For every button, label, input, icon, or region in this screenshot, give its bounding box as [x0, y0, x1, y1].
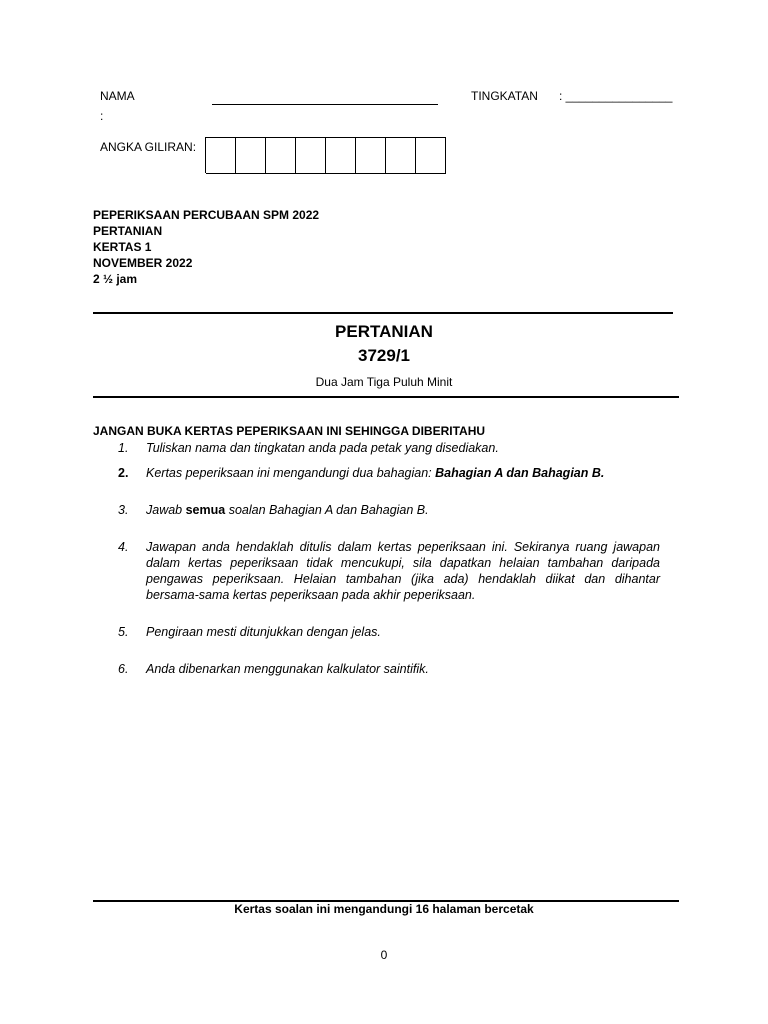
giliran-box[interactable] [206, 137, 236, 174]
instructions-heading: JANGAN BUKA KERTAS PEPERIKSAAN INI SEHINGGA DIBERITAHU [93, 424, 486, 438]
giliran-box[interactable] [296, 137, 326, 174]
title-bottom-rule [93, 396, 679, 398]
giliran-box[interactable] [236, 137, 266, 174]
instruction-item [118, 624, 660, 640]
instruction-number: 5. [118, 625, 129, 639]
instruction-text-part: soalan Bahagian A dan Bahagian B. [225, 503, 429, 517]
instruction-text [146, 465, 660, 481]
instruction-number: 6. [118, 662, 129, 676]
instruction-text [146, 440, 660, 456]
subject-code: 3729/1 [358, 346, 410, 365]
exam-info [93, 207, 319, 287]
instruction-item [118, 465, 660, 481]
giliran-box[interactable] [356, 137, 386, 174]
exam-info-line: PEPERIKSAAN PERCUBAAN SPM 2022 [93, 208, 320, 222]
tingkatan-field[interactable]: : ________________ [559, 89, 673, 103]
instruction-number: 1. [118, 441, 129, 455]
instruction-number: 4. [118, 540, 129, 554]
instruction-item [118, 440, 660, 456]
instruction-text [146, 539, 660, 603]
tingkatan-label: TINGKATAN [471, 89, 538, 103]
nama-colon: : [100, 109, 104, 123]
instruction-text-part: Kertas peperiksaan ini mengandungi dua bahagian: [146, 466, 436, 480]
instruction-item [118, 502, 660, 518]
instruction-number: 3. [118, 503, 129, 517]
page-count-note: Kertas soalan ini mengandungi 16 halaman bercetak [234, 902, 534, 916]
instruction-text-part: Tuliskan nama dan tingkatan anda pada petak yang disediakan. [146, 441, 499, 455]
giliran-box[interactable] [416, 137, 446, 174]
instruction-text [146, 661, 660, 677]
instructions-list [118, 440, 660, 677]
duration: Dua Jam Tiga Puluh Minit [315, 375, 453, 389]
nama-underline[interactable] [212, 104, 438, 105]
subject-title: PERTANIAN [335, 322, 433, 341]
giliran-box[interactable] [386, 137, 416, 174]
instruction-text [146, 502, 660, 518]
instruction-item [118, 539, 660, 603]
instruction-text-part: Anda dibenarkan menggunakan kalkulator saintifik. [146, 662, 429, 676]
instruction-emphasis: Bahagian A dan Bahagian B. [435, 466, 605, 480]
instruction-text-part: Jawab [146, 503, 186, 517]
instruction-item [118, 661, 660, 677]
page-number: 0 [380, 948, 388, 962]
instruction-emphasis: semua [185, 503, 226, 517]
title-top-rule [93, 312, 673, 314]
exam-info-line: 2 ½ jam [93, 272, 138, 286]
angka-giliran-label: ANGKA GILIRAN: [100, 140, 197, 154]
exam-info-line: KERTAS 1 [93, 240, 152, 254]
angka-giliran-boxes[interactable] [205, 137, 446, 173]
giliran-box[interactable] [266, 137, 296, 174]
nama-label: NAMA [100, 89, 135, 103]
instruction-text [146, 624, 660, 640]
instruction-text-part: Jawapan anda hendaklah ditulis dalam kertas peperiksaan ini. Sekiranya ruang jawapan dalam kertas peperiksaan tidak mencukupi, sila dapatkan helaian tambahan daripada pengawas peperiksaan. Helaian tambahan (jika ada) hendaklah diikat dan dihantar bersama-sama kertas peperiksaan pada akhir peperiksaan. [146, 540, 660, 602]
instruction-text-part: Pengiraan mesti ditunjukkan dengan jelas. [146, 625, 381, 639]
exam-info-line: NOVEMBER 2022 [93, 256, 193, 270]
giliran-box[interactable] [326, 137, 356, 174]
instruction-number: 2. [118, 466, 129, 480]
exam-info-line: PERTANIAN [93, 224, 163, 238]
